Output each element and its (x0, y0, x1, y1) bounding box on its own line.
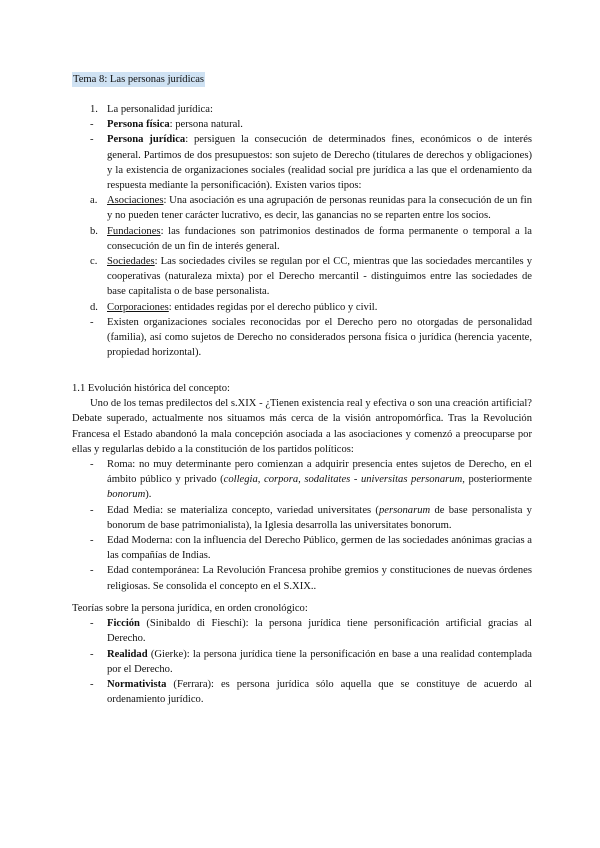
list-marker: - (90, 648, 94, 660)
list-marker: - (90, 679, 94, 691)
term-persona-fisica: Persona física (107, 119, 170, 131)
list-marker: - (90, 119, 94, 131)
list-item (72, 117, 532, 132)
definition-text: : Una asociación es una agrupación de personas reunidas para la consecución de un fin y no pueden tener carácter lucrativo, es decir, las ganancias no se reparten entre los socios. (107, 195, 532, 222)
list-item (72, 563, 532, 593)
latin-term: personarum (378, 504, 431, 516)
list-marker: - (90, 618, 94, 630)
latin-term: bonorum (107, 489, 146, 501)
text-span: Edad Moderna: con la influencia del Derecho Público, germen de las sociedades anónimas gracias a las compañías de Indias. (107, 535, 532, 562)
list-item (72, 457, 532, 503)
list-item (72, 224, 532, 254)
list-item (72, 503, 532, 533)
term-fundaciones: Fundaciones (107, 225, 161, 237)
list-marker: - (90, 504, 94, 516)
list-item (72, 533, 532, 563)
list-item (72, 677, 532, 707)
list-item (72, 315, 532, 361)
definition-text: Existen organizaciones sociales reconocidas por el Derecho pero no otorgadas de personalidad (familia), así como sujetos de Derecho no considerados persona física o jurídica (herencia yacente, propiedad horizontal). (107, 316, 532, 359)
text-span: Edad Media: se materializa concepto, variedad universitates ( (107, 504, 379, 516)
term-persona-juridica: Persona jurídica (107, 134, 186, 146)
text-span: de base personalista y bonorum de base patrimonialista), la Iglesia desarrolla las universitates bonorum. (107, 504, 532, 531)
list-marker: b. (90, 225, 98, 237)
list-item (72, 300, 532, 315)
definition-text: : persiguen la consecución de determinados fines, económicos o de interés general. Partimos de dos presupuestos: son sujeto de Derecho (titulares de derechos y obligaciones) y la existencia de organizaciones sociales (realidad social pre jurídica a las que el ordenamiento da respuesta mediante la personificación). Existen varios tipos: (107, 134, 533, 192)
term-realidad: Realidad (107, 648, 148, 660)
list-marker: - (90, 134, 94, 146)
list-marker: c. (90, 256, 98, 268)
section-personalidad (72, 102, 532, 360)
list-marker: - (90, 316, 94, 328)
text-span: Edad contemporánea: La Revolución Francesa prohibe gremios y constituciones de nuevas órdenes religiosas. Se consolida el concepto en el S.XIX.. (107, 565, 532, 592)
text-span: Roma: no muy determinante pero comienzan a adquirir presencia entes sujetos de Derecho, en el ámbito público y privado ( (107, 459, 532, 486)
list-item (72, 193, 532, 223)
list-item (72, 132, 532, 193)
list-marker: - (90, 535, 94, 547)
section-heading: Teorías sobre la persona jurídica, en orden cronológico: (72, 603, 308, 614)
definition-text: : entidades regidas por el derecho público y civil. (168, 301, 378, 313)
text-span: ). (145, 489, 152, 501)
list-marker: 1. (90, 104, 98, 115)
definition-text: (Ferrara): es persona jurídica sólo aquella que se constituye de acuerdo al ordenamiento jurídico. (107, 679, 532, 706)
paragraph: Uno de los temas predilectos del s.XIX - ¿Tienen existencia real y efectiva o son una creación artificial? Debate superado, actualmente nos situamos más cerca de la visión antropomórfica. Tras la Revolución Francesa el Estado abandonó la mala concepción asociada a las asociaciones y comenzó a preocuparse por ellas y regularlas debido a la constitución de los partidos políticos: (72, 398, 532, 455)
latin-term: collegia, corpora, sodalitates - universitas personarum (223, 474, 463, 486)
term-asociaciones: Asociaciones (107, 195, 164, 207)
section-evolucion (72, 381, 532, 594)
text-span: , posteriormente (462, 474, 532, 486)
list-marker: - (90, 565, 94, 577)
definition-text: : persona natural. (169, 119, 243, 131)
term-corporaciones: Corporaciones (107, 301, 169, 313)
list-marker: d. (90, 301, 98, 313)
definition-text: (Sinibaldo di Fieschi): la persona jurídica tiene personificación artificial gracias al Derecho. (107, 618, 532, 645)
definition-text: : las fundaciones son patrimonios destinados de forma permanente o temporal a la consecución de un fin de interés general. (107, 225, 532, 252)
list-marker: a. (90, 195, 98, 207)
list-item (72, 102, 532, 117)
section-teorias (72, 601, 532, 707)
definition-text: (Gierke): la persona jurídica tiene la personificación en base a una realidad contemplada por el Derecho. (107, 648, 532, 675)
term-normativista: Normativista (107, 679, 167, 691)
definition-text: : Las sociedades civiles se regulan por el CC, mientras que las sociedades mercantiles y cooperativas (naturaleza mixta) por el Derecho mercantil - distinguimos entre las sociedades de base capitalista o de base personalista. (107, 256, 532, 298)
term-ficcion: Ficción (107, 618, 140, 630)
list-item (72, 616, 532, 646)
list-marker: - (90, 459, 94, 471)
list-item (72, 254, 532, 300)
list-item (72, 647, 532, 677)
page-title: Tema 8: Las personas jurídicas (72, 72, 205, 87)
section-heading: La personalidad jurídica: (107, 104, 213, 115)
section-heading: 1.1 Evolución histórica del concepto: (72, 383, 230, 394)
term-sociedades: Sociedades (107, 256, 155, 268)
